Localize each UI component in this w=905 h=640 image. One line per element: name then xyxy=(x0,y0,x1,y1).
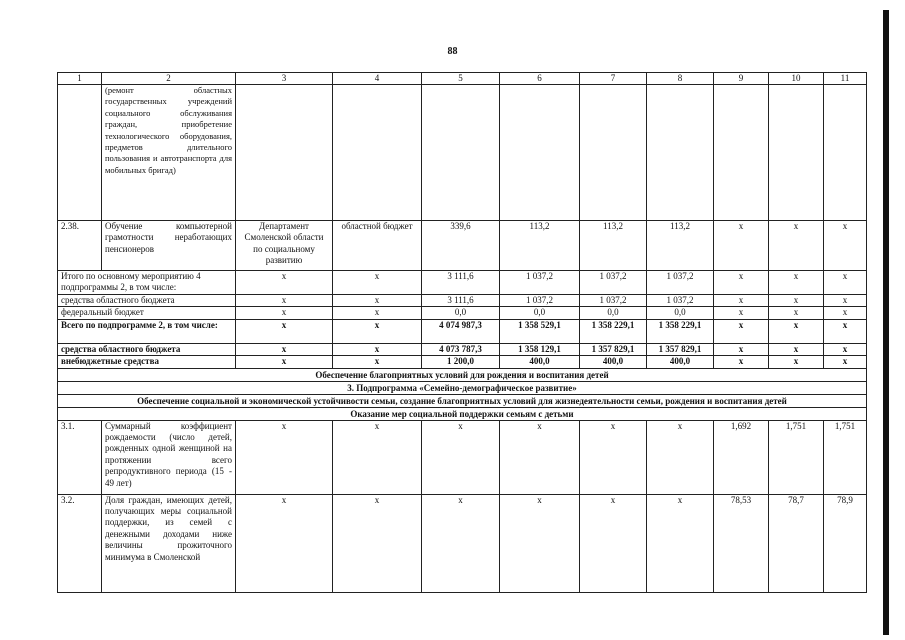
section-row xyxy=(58,368,867,381)
col-num: 10 xyxy=(769,73,824,85)
table-row xyxy=(58,343,867,355)
cell-c3: x xyxy=(236,295,333,307)
cell-c8: 113,2 xyxy=(647,221,714,271)
col-num: 7 xyxy=(580,73,647,85)
cell-c11: x xyxy=(824,343,867,355)
cell-c4: x xyxy=(333,356,422,368)
cell-c11: x xyxy=(824,319,867,343)
cell-c7: 1 358 229,1 xyxy=(580,319,647,343)
col-num: 6 xyxy=(500,73,580,85)
cell-c7: 0,0 xyxy=(580,307,647,319)
col-num: 2 xyxy=(102,73,236,85)
row-name: Итого по основному мероприятию 4 подпрограммы 2, в том числе: xyxy=(58,271,236,295)
executor: Департамент Смоленской области по социальному развитию xyxy=(236,221,333,271)
cell-c5: 3 111,6 xyxy=(422,271,500,295)
cell-c9: x xyxy=(714,295,769,307)
table-row xyxy=(58,356,867,368)
cell-c6: 400,0 xyxy=(500,356,580,368)
cell-c8: 400,0 xyxy=(647,356,714,368)
cell-c11: x xyxy=(824,221,867,271)
row-name: внебюджетные средства xyxy=(58,356,236,368)
cell-c5: x xyxy=(422,420,500,494)
cell-c10: x xyxy=(769,343,824,355)
column-number-row xyxy=(58,73,867,85)
cell-c8: x xyxy=(647,494,714,592)
cell-c7: 1 037,2 xyxy=(580,295,647,307)
cell-c10: x xyxy=(769,295,824,307)
cell-c6: 1 037,2 xyxy=(500,295,580,307)
cell-c10: x xyxy=(769,271,824,295)
cell-c9: x xyxy=(714,356,769,368)
row-number: 2.38. xyxy=(58,221,102,271)
cell-c11: x xyxy=(824,271,867,295)
row-name: средства областного бюджета xyxy=(58,343,236,355)
table-row xyxy=(58,420,867,494)
task-heading: Оказание мер социальной поддержки семьям с детьми xyxy=(58,407,867,420)
cell-c8: 1 037,2 xyxy=(647,295,714,307)
section-heading: Обеспечение благоприятных условий для рождения и воспитания детей xyxy=(58,368,867,381)
cell-c3: x xyxy=(236,307,333,319)
cell-c3: x xyxy=(236,494,333,592)
cell-c10: x xyxy=(769,356,824,368)
page-number: 88 xyxy=(447,46,458,57)
cell-c4: x xyxy=(333,307,422,319)
row-name: Доля граждан, имеющих детей, получающих меры социальной поддержки, из семей с денежными доходами ниже величины прожиточного минимума в Смоленской xyxy=(102,494,236,592)
cell-c9: x xyxy=(714,343,769,355)
cell-c10: x xyxy=(769,307,824,319)
budget-table xyxy=(57,72,867,593)
cell-c3: x xyxy=(236,271,333,295)
cell-c6: 1 037,2 xyxy=(500,271,580,295)
cell-c5: 4 073 787,3 xyxy=(422,343,500,355)
row-number: 3.2. xyxy=(58,494,102,592)
section-row xyxy=(58,394,867,407)
cell-c5: 0,0 xyxy=(422,307,500,319)
cell-c7: x xyxy=(580,494,647,592)
cell-c11: 1,751 xyxy=(824,420,867,494)
cell-c5: 1 200,0 xyxy=(422,356,500,368)
cell-c8: 1 357 829,1 xyxy=(647,343,714,355)
cell-c9: x xyxy=(714,221,769,271)
cell-c6: x xyxy=(500,420,580,494)
table-row xyxy=(58,494,867,592)
row-name: Суммарный коэффициент рождаемости (число детей, рожденных одной женщиной на протяжении всего репродуктивного периода (15 - 49 лет) xyxy=(102,420,236,494)
cell-c9: 78,53 xyxy=(714,494,769,592)
col-num: 8 xyxy=(647,73,714,85)
continuation-text: (ремонт областных государственных учреждений социального обслуживания граждан, приобретение технологического оборудования, предметов длительного пользования и автотранспорта для мобильных бригад) xyxy=(102,85,236,221)
row-name: Обучение компьютерной грамотности неработающих пенсионеров xyxy=(102,221,236,271)
page-edge-bar xyxy=(883,10,889,635)
cell-c11: 78,9 xyxy=(824,494,867,592)
cell-c5: 339,6 xyxy=(422,221,500,271)
col-num: 9 xyxy=(714,73,769,85)
cell-c4: x xyxy=(333,295,422,307)
cell-c6: 1 358 129,1 xyxy=(500,343,580,355)
cell-c10: x xyxy=(769,319,824,343)
cell-c7: x xyxy=(580,420,647,494)
goal-heading: Обеспечение социальной и экономической устойчивости семьи, создание благоприятных условий для жизнедеятельности семьи, рождения и воспитания детей xyxy=(58,394,867,407)
section-row xyxy=(58,381,867,394)
subprogram-heading: 3. Подпрограмма «Семейно-демографическое развитие» xyxy=(58,381,867,394)
row-number: 3.1. xyxy=(58,420,102,494)
cell-c5: 4 074 987,3 xyxy=(422,319,500,343)
cell-c11: x xyxy=(824,295,867,307)
row-name: средства областного бюджета xyxy=(58,295,236,307)
cell-c9: 1,692 xyxy=(714,420,769,494)
cell-c3: x xyxy=(236,420,333,494)
col-num: 3 xyxy=(236,73,333,85)
table-row xyxy=(58,295,867,307)
cell-c10: 1,751 xyxy=(769,420,824,494)
cell-c9: x xyxy=(714,319,769,343)
cell-c7: 400,0 xyxy=(580,356,647,368)
table-row xyxy=(58,319,867,343)
cell-c4: x xyxy=(333,494,422,592)
cell-c8: x xyxy=(647,420,714,494)
cell-c6: x xyxy=(500,494,580,592)
cell-c7: 113,2 xyxy=(580,221,647,271)
cell-c7: 1 357 829,1 xyxy=(580,343,647,355)
col-num: 5 xyxy=(422,73,500,85)
cell-c5: 3 111,6 xyxy=(422,295,500,307)
cell-c6: 0,0 xyxy=(500,307,580,319)
cell-c10: 78,7 xyxy=(769,494,824,592)
cell-c4: x xyxy=(333,343,422,355)
cell-c4: x xyxy=(333,420,422,494)
cell-c9: x xyxy=(714,307,769,319)
table-row xyxy=(58,85,867,221)
cell-c8: 1 037,2 xyxy=(647,271,714,295)
cell-c6: 113,2 xyxy=(500,221,580,271)
col-num: 4 xyxy=(333,73,422,85)
table-row xyxy=(58,307,867,319)
cell-c4: x xyxy=(333,271,422,295)
cell-c8: 0,0 xyxy=(647,307,714,319)
cell-c8: 1 358 229,1 xyxy=(647,319,714,343)
cell-c11: x xyxy=(824,356,867,368)
cell-c10: x xyxy=(769,221,824,271)
cell-c3: x xyxy=(236,343,333,355)
col-num: 1 xyxy=(58,73,102,85)
row-name: Всего по подпрограмме 2, в том числе: xyxy=(58,319,236,343)
table-row xyxy=(58,221,867,271)
cell-c9: x xyxy=(714,271,769,295)
funding-source: областной бюджет xyxy=(333,221,422,271)
cell-c11: x xyxy=(824,307,867,319)
col-num: 11 xyxy=(824,73,867,85)
table-row xyxy=(58,271,867,295)
cell-c4: x xyxy=(333,319,422,343)
cell-c3: x xyxy=(236,319,333,343)
cell-c3: x xyxy=(236,356,333,368)
cell-c6: 1 358 529,1 xyxy=(500,319,580,343)
cell-c5: x xyxy=(422,494,500,592)
row-name: федеральный бюджет xyxy=(58,307,236,319)
cell-c7: 1 037,2 xyxy=(580,271,647,295)
section-row xyxy=(58,407,867,420)
